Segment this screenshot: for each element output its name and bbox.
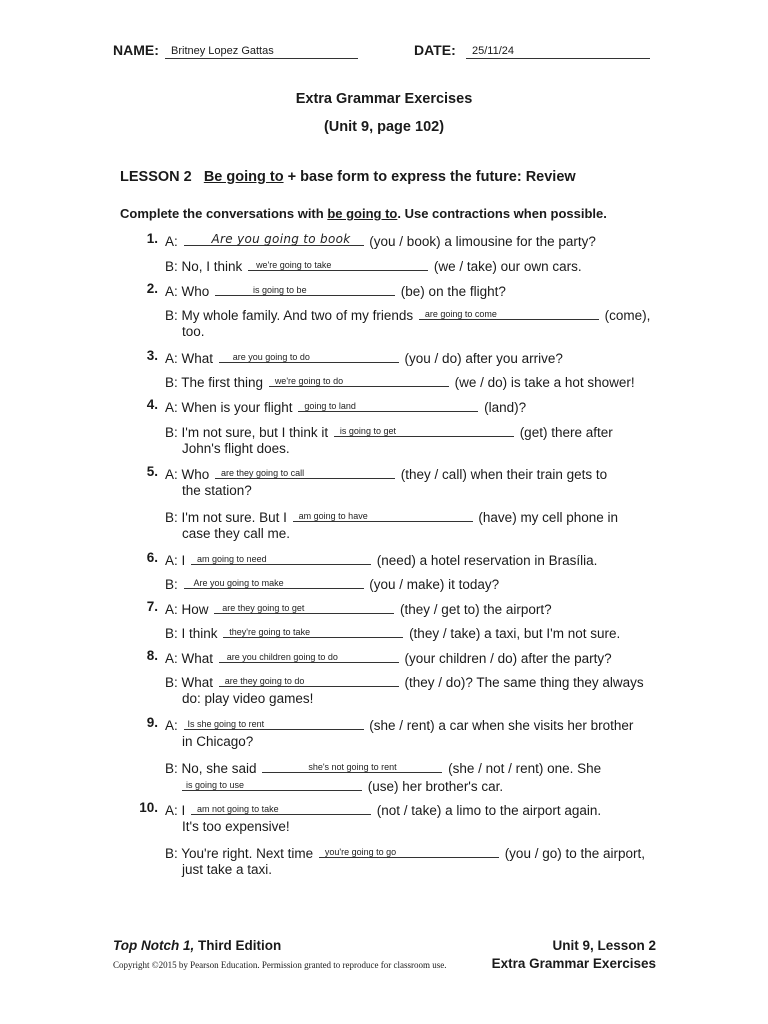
answer-text: we're going to take xyxy=(256,260,332,270)
item-7-line-a xyxy=(165,599,552,619)
item-number: 7. xyxy=(146,599,158,614)
line-text: (we / take) our own cars. xyxy=(433,259,582,274)
line-text: B: What xyxy=(165,675,214,690)
name-field[interactable] xyxy=(165,45,358,59)
line-text: B: I'm not sure, but I think it xyxy=(165,425,329,440)
item-5-line-b xyxy=(165,507,618,527)
line-text: A: xyxy=(165,718,178,733)
item-8-line-b xyxy=(165,672,644,692)
continuation-text: John's flight does. xyxy=(182,441,290,456)
line-text: A: When is your flight xyxy=(165,400,293,415)
item-9-line-b xyxy=(165,758,601,778)
item-5-line-a xyxy=(165,464,607,484)
lesson-rest: + base form to express the future: Review xyxy=(283,169,576,185)
item-number: 8. xyxy=(146,648,158,663)
answer-blank[interactable] xyxy=(191,800,371,815)
line-text: (be) on the flight? xyxy=(400,284,506,299)
answer-text: Is she going to rent xyxy=(187,719,265,729)
answer-text: we're going to do xyxy=(274,376,344,386)
line-text: B: I'm not sure. But I xyxy=(165,510,287,525)
answer-blank[interactable] xyxy=(184,574,364,589)
line-text: B: xyxy=(165,577,178,592)
item-8-line-a xyxy=(165,648,612,668)
item-7-line-b xyxy=(165,623,620,643)
line-text: B: The first thing xyxy=(165,375,264,390)
answer-text: they're going to take xyxy=(229,627,311,637)
item-10-line-b xyxy=(165,843,645,863)
item-4-line-a xyxy=(165,397,526,417)
line-text: (use) her brother's car. xyxy=(367,779,504,794)
item-6-line-b xyxy=(165,574,499,594)
answer-text: are going to come xyxy=(424,309,497,319)
answer-text: am not going to take xyxy=(197,804,279,814)
line-text: (she / not / rent) one. She xyxy=(448,761,602,776)
answer-blank[interactable] xyxy=(319,843,499,858)
footer-unit: Unit 9, Lesson 2 xyxy=(552,938,656,953)
line-text: A: What xyxy=(165,651,214,666)
item-number: 3. xyxy=(146,348,158,363)
item-9-line-b-cont xyxy=(182,776,503,796)
answer-text: am going to have xyxy=(298,511,368,521)
book-title: Top Notch 1, xyxy=(113,938,195,953)
copyright-notice: Copyright ©2015 by Pearson Education. Permission granted to reproduce for classroom use. xyxy=(113,960,447,970)
answer-blank[interactable] xyxy=(334,422,514,437)
item-number: 6. xyxy=(146,550,158,565)
line-text: A: I xyxy=(165,803,186,818)
item-number: 5. xyxy=(146,464,158,479)
name-value: Britney Lopez Gattas xyxy=(171,45,274,57)
continuation-text: in Chicago? xyxy=(182,734,254,749)
line-text: (they / call) when their train gets to xyxy=(400,467,608,482)
line-text: (she / rent) a car when she visits her brother xyxy=(369,718,634,733)
instruction-pre: Complete the conversations with xyxy=(120,206,328,221)
answer-blank[interactable] xyxy=(219,348,399,363)
continuation-text: case they call me. xyxy=(182,526,291,541)
line-text: (you / book) a limousine for the party? xyxy=(369,234,596,249)
footer-section: Extra Grammar Exercises xyxy=(491,956,656,971)
answer-text: is going to be xyxy=(253,285,307,295)
continuation-text: just take a taxi. xyxy=(182,862,273,877)
answer-text: is going to get xyxy=(339,426,396,436)
answer-blank[interactable] xyxy=(269,372,449,387)
item-2-line-b xyxy=(165,305,650,325)
answer-text: am going to need xyxy=(197,554,267,564)
item-10-line-a xyxy=(165,800,601,820)
answer-text: are they going to call xyxy=(221,468,305,478)
line-text: (get) there after xyxy=(519,425,613,440)
answer-text: Are you going to book xyxy=(211,232,351,246)
line-text: (they / get to) the airport? xyxy=(400,602,552,617)
item-1-line-b xyxy=(165,256,582,276)
answer-text: are you going to do xyxy=(232,352,310,362)
line-text: A: Who xyxy=(165,284,210,299)
continuation-text: do: play video games! xyxy=(182,691,314,706)
answer-blank[interactable] xyxy=(214,599,394,614)
page-title: Extra Grammar Exercises xyxy=(295,91,473,107)
line-text: (your children / do) after the party? xyxy=(404,651,612,666)
answer-text: you're going to go xyxy=(324,847,397,857)
item-4-line-b xyxy=(165,422,613,442)
item-number: 4. xyxy=(146,397,158,412)
answer-blank[interactable] xyxy=(298,397,478,412)
line-text: A: I xyxy=(165,553,186,568)
answer-blank[interactable] xyxy=(248,256,428,271)
date-value: 25/11/24 xyxy=(472,45,515,57)
answer-blank[interactable] xyxy=(184,231,364,246)
line-text: (not / take) a limo to the airport again. xyxy=(376,803,602,818)
answer-blank[interactable] xyxy=(419,305,599,320)
answer-text: Are you going to make xyxy=(193,578,284,588)
item-9-line-a xyxy=(165,715,633,735)
lesson-phrase: Be going to xyxy=(203,169,284,185)
answer-blank[interactable] xyxy=(215,281,395,296)
book-edition: Third Edition xyxy=(194,938,282,953)
date-label: DATE: xyxy=(414,42,456,58)
item-number: 1. xyxy=(146,231,158,246)
answer-text: are they going to do xyxy=(224,676,305,686)
page-subtitle: (Unit 9, page 102) xyxy=(323,119,445,135)
item-number: 9. xyxy=(146,715,158,730)
instruction-post: . Use contractions when possible. xyxy=(397,206,607,221)
line-text: (you / make) it today? xyxy=(369,577,500,592)
line-text: (come), xyxy=(604,308,651,323)
line-text: (you / go) to the airport, xyxy=(504,846,646,861)
item-3-line-b xyxy=(165,372,635,392)
line-text: (land)? xyxy=(484,400,527,415)
answer-blank[interactable] xyxy=(215,464,395,479)
line-text: (have) my cell phone in xyxy=(478,510,618,525)
name-label: NAME: xyxy=(113,42,159,58)
lesson-label: LESSON 2 xyxy=(120,169,192,185)
answer-blank[interactable] xyxy=(191,550,371,565)
answer-text: is going to use xyxy=(186,780,245,790)
line-text: (you / do) after you arrive? xyxy=(404,351,563,366)
line-text: A: What xyxy=(165,351,214,366)
line-text: B: No, I think xyxy=(165,259,243,274)
answer-blank[interactable] xyxy=(219,648,399,663)
item-3-line-a xyxy=(165,348,563,368)
answer-text: she's not going to rent xyxy=(308,762,397,772)
answer-text: going to land xyxy=(304,401,356,411)
line-text: (we / do) is take a hot shower! xyxy=(454,375,635,390)
lesson-heading xyxy=(120,169,576,185)
answer-blank[interactable] xyxy=(223,623,403,638)
item-number: 10. xyxy=(139,800,158,815)
instruction-phrase: be going to xyxy=(327,206,398,221)
date-field[interactable] xyxy=(466,45,650,59)
line-text: A: How xyxy=(165,602,209,617)
answer-blank[interactable] xyxy=(184,715,364,730)
answer-blank[interactable] xyxy=(293,507,473,522)
answer-text: are you children going to do xyxy=(226,652,338,662)
continuation-text: the station? xyxy=(182,483,252,498)
continuation-text: It's too expensive! xyxy=(182,819,290,834)
line-text: (they / take) a taxi, but I'm not sure. xyxy=(409,626,621,641)
answer-blank[interactable] xyxy=(219,672,399,687)
line-text: A: xyxy=(165,234,178,249)
answer-blank[interactable] xyxy=(262,758,442,773)
line-text: (need) a hotel reservation in Brasília. xyxy=(376,553,598,568)
instructions xyxy=(120,206,607,221)
answer-blank[interactable] xyxy=(182,776,362,791)
line-text: B: I think xyxy=(165,626,218,641)
answer-text: are they going to get xyxy=(222,603,305,613)
item-number: 2. xyxy=(146,281,158,296)
continuation-text: too. xyxy=(182,324,205,339)
line-text: B: No, she said xyxy=(165,761,257,776)
line-text: (they / do)? The same thing they always xyxy=(404,675,644,690)
line-text: B: My whole family. And two of my friends xyxy=(165,308,414,323)
item-2-line-a xyxy=(165,281,506,301)
item-6-line-a xyxy=(165,550,597,570)
line-text: B: You're right. Next time xyxy=(165,846,314,861)
footer-book-title xyxy=(113,938,281,953)
item-1-line-a xyxy=(165,231,596,251)
line-text: A: Who xyxy=(165,467,210,482)
